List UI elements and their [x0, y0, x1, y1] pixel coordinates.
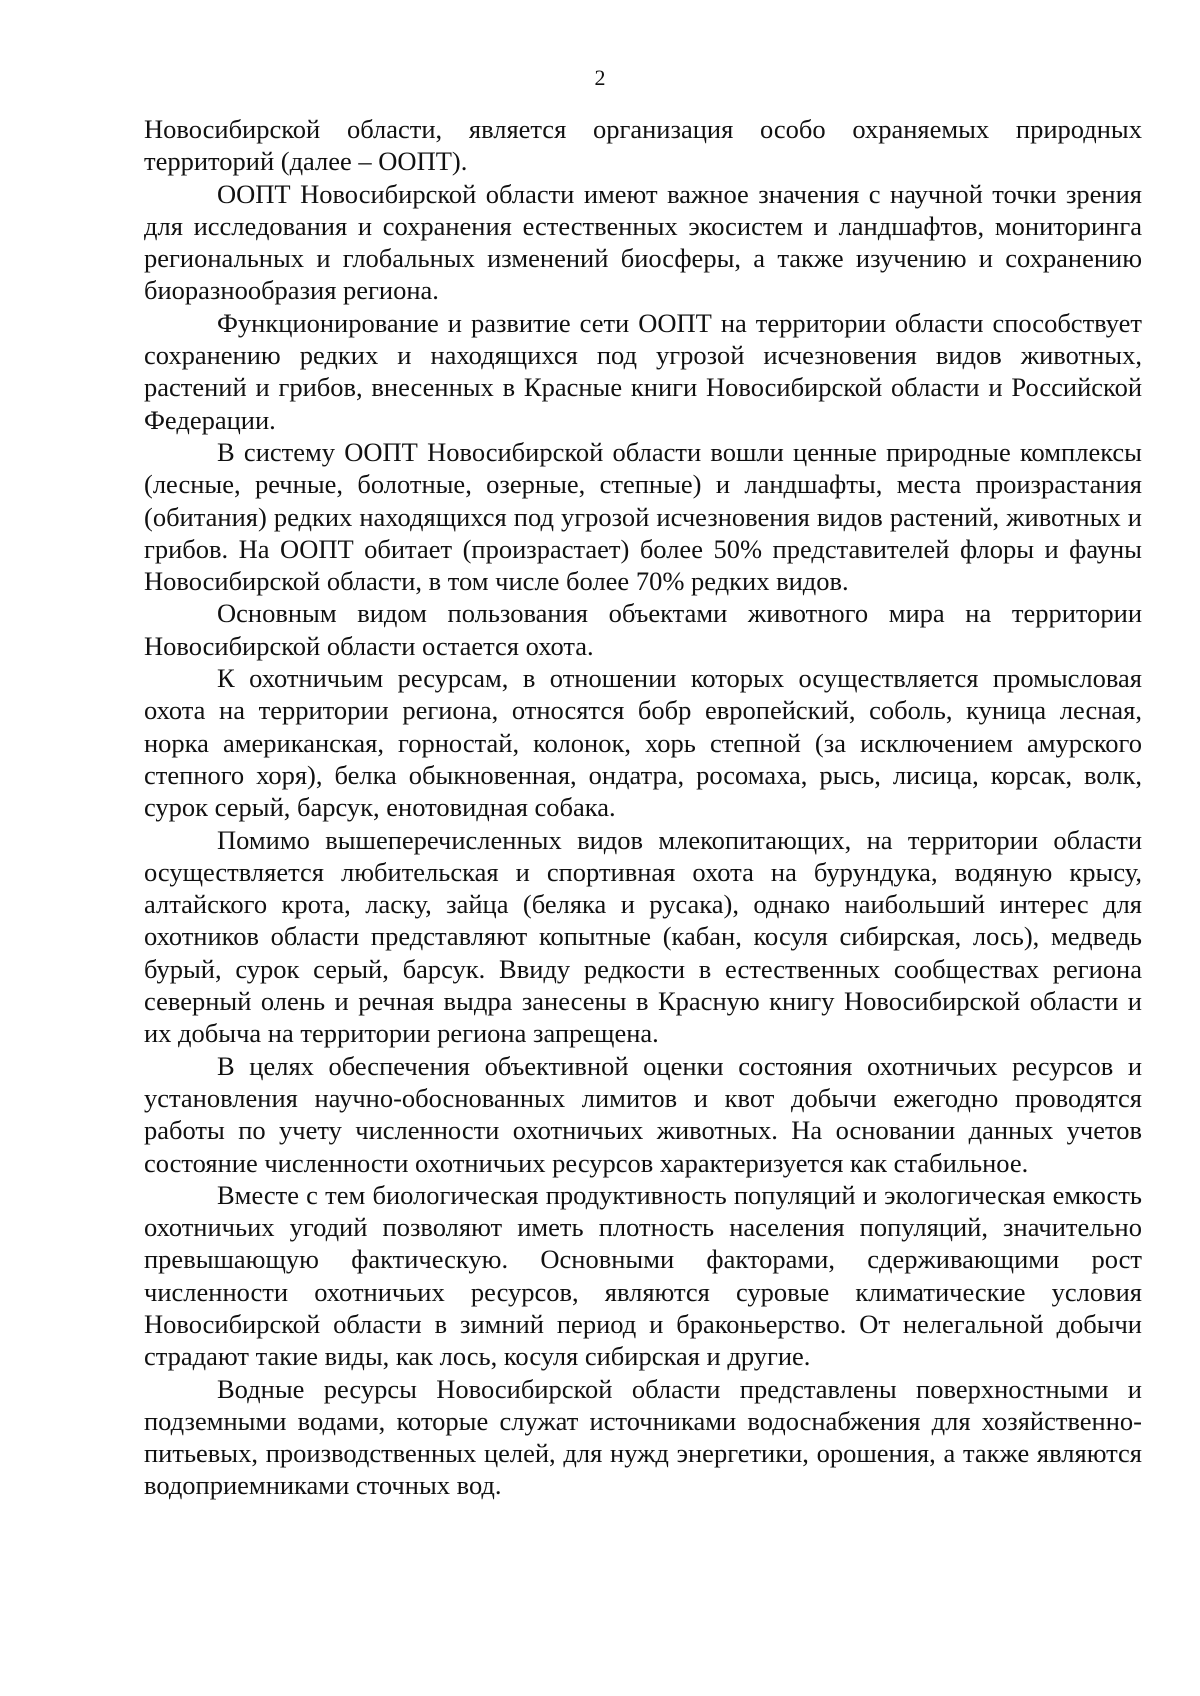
paragraph-biological-productivity: Вместе с тем биологическая продуктивность популяций и экологическая емкость охотничьих угодий позволяют иметь плотность населения популяций, значительно превышающую фактическую. Основными факторами, сдерживающими рост численности охотничьих ресурсов, являются суровые климатические условия Новосибирской области в зимний период и браконьерство. От нелегальной добычи страдают такие виды, как лось, косуля сибирская и другие. [144, 1179, 1142, 1372]
paragraph-oopt-importance: ООПТ Новосибирской области имеют важное значения с научной точки зрения для исследования и сохранения естественных экосистем и ландшафтов, мониторинга региональных и глобальных изменений биосферы, а также изучению и сохранению биоразнообразия региона. [144, 178, 1142, 306]
paragraph-hunting-resources: К охотничьим ресурсам, в отношении которых осуществляется промысловая охота на территории региона, относятся бобр европейский, соболь, куница лесная, норка американская, горностай, колонок, хорь степной (за исключением амурского степного хоря), белка обыкновенная, ондатра, росомаха, рысь, лисица, корсак, волк, сурок серый, барсук, енотовидная собака. [144, 663, 1142, 823]
paragraph-hunting-main-use: Основным видом пользования объектами животного мира на территории Новосибирской области остается охота. [144, 598, 1142, 661]
paragraph-sport-hunting: Помимо вышеперечисленных видов млекопитающих, на территории области осуществляется любительская и спортивная охота на бурундука, водяную крысу, алтайского крота, ласку, зайца (беляка и русака), однако наибольший интерес для охотников области представляют копытные (кабан, косуля сибирская, лось), медведь бурый, сурок серый, барсук. Ввиду редкости в естественных сообществах региона северный олень и речная выдра занесены в Красную книгу Новосибирской области и их добыча на территории региона запрещена. [144, 824, 1142, 1049]
paragraph-population-census: В целях обеспечения объективной оценки состояния охотничьих ресурсов и установления научно-обоснованных лимитов и квот добычи ежегодно проводятся работы по учету численности охотничьих животных. На основании данных учетов состояние численности охотничьих ресурсов характеризуется как стабильное. [144, 1050, 1142, 1178]
paragraph-oopt-network: Функционирование и развитие сети ООПТ на территории области способствует сохранению редких и находящихся под угрозой исчезновения видов животных, растений и грибов, внесенных в Красные книги Новосибирской области и Российской Федерации. [144, 307, 1142, 435]
document-body [144, 113, 1142, 1502]
paragraph-continuation: Новосибирской области, является организация особо охраняемых природных территорий (далее – ООПТ). [144, 114, 1142, 177]
page-number: 2 [594, 65, 606, 90]
paragraph-water-resources: Водные ресурсы Новосибирской области представлены поверхностными и подземными водами, которые служат источниками водоснабжения для хозяйственно-питьевых, производственных целей, для нужд энергетики, орошения, а также являются водоприемниками сточных вод. [144, 1373, 1142, 1501]
paragraph-oopt-system: В систему ООПТ Новосибирской области вошли ценные природные комплексы (лесные, речные, болотные, озерные, степные) и ландшафты, места произрастания (обитания) редких находящихся под угрозой исчезновения видов растений, животных и грибов. На ООПТ обитает (произрастает) более 50% представителей флоры и фауны Новосибирской области, в том числе более 70% редких видов. [144, 436, 1142, 597]
